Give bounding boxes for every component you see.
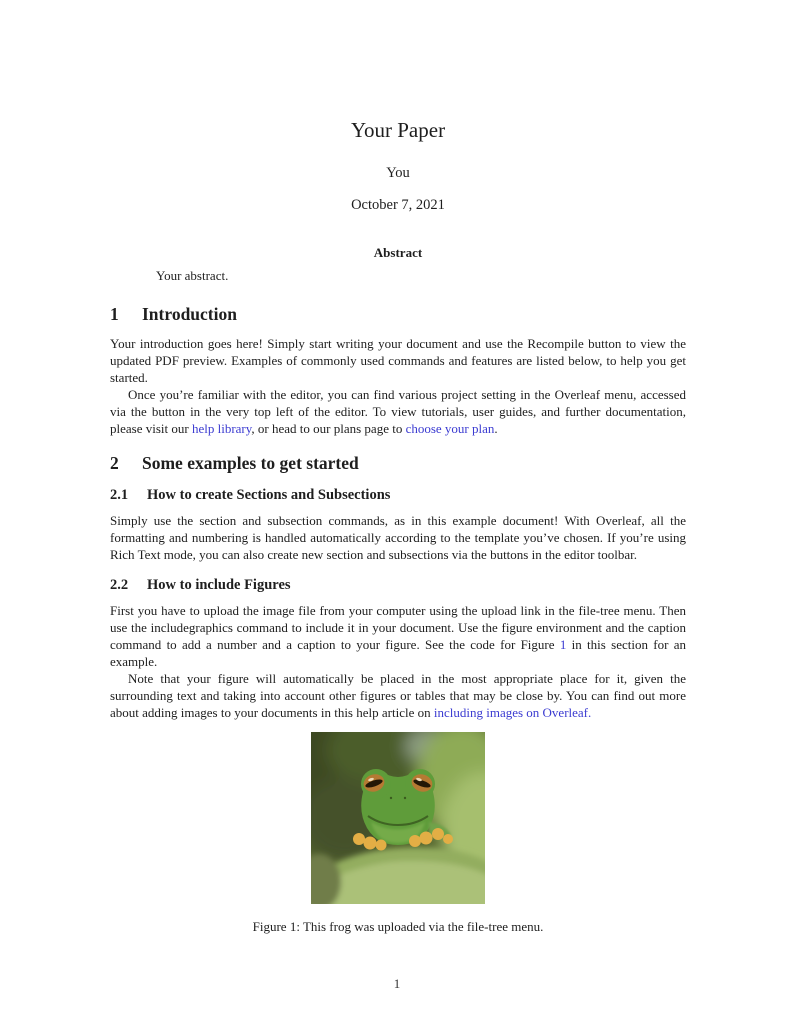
figure-1-ref-link[interactable]: 1 bbox=[559, 637, 567, 652]
help-library-link[interactable]: help library bbox=[191, 421, 252, 436]
abstract-text: Your abstract. bbox=[156, 268, 229, 283]
figures-paragraph-2 bbox=[110, 670, 686, 721]
paper-page-content bbox=[110, 0, 686, 935]
choose-your-plan-link[interactable]: choose your plan bbox=[405, 421, 495, 436]
abstract-heading: Abstract bbox=[373, 245, 423, 260]
intro-paragraph-1: Your introduction goes here! Simply start writing your document and use the Recompile button to view the updated PDF preview. Examples of commonly used commands and features are listed below, to help you get started. bbox=[110, 336, 686, 385]
section-heading-introduction bbox=[110, 304, 686, 325]
including-images-link[interactable]: including images on Overleaf. bbox=[433, 705, 592, 720]
subsection-title: How to include Figures bbox=[147, 577, 291, 593]
figure-1 bbox=[110, 732, 686, 904]
section-number: 1 bbox=[110, 304, 119, 324]
text-run: , or head to our plans page to bbox=[251, 421, 406, 436]
page-number: 1 bbox=[393, 976, 401, 991]
section-number: 2 bbox=[110, 453, 119, 473]
paper-date: October 7, 2021 bbox=[351, 197, 445, 213]
paper-author: You bbox=[386, 165, 410, 181]
section-heading-examples bbox=[110, 453, 686, 474]
text-run: Once you’re familiar with the editor, you can find various project setting in the Overleaf menu, accessed via the button in the very top left of the editor. To view tutorials, user guides, and further documentation, please visit our bbox=[110, 387, 686, 436]
figure-caption: Figure 1: This frog was uploaded via the file-tree menu. bbox=[252, 919, 544, 934]
subsection-heading-sections bbox=[110, 486, 686, 504]
text-run: in this section for an example. bbox=[110, 637, 686, 669]
figures-paragraph-1 bbox=[110, 602, 686, 670]
subsection-heading-figures bbox=[110, 576, 686, 594]
text-run: . bbox=[494, 421, 498, 436]
subsection-number: 2.2 bbox=[110, 577, 129, 593]
sections-paragraph: Simply use the section and subsection commands, as in this example document! With Overleaf, all the formatting and numbering is handled automatically according to the template you’ve chosen. If you’re using Rich Text mode, you can also create new section and subsections via the buttons in the editor toolbar. bbox=[110, 513, 686, 562]
text-run: First you have to upload the image file from your computer using the upload link in the file-tree menu. Then use the includegraphics command to include it in your document. Use the figure environment and the caption command to add a number and a caption to your figure. See the code for Figure bbox=[110, 603, 686, 652]
frog-image bbox=[311, 732, 485, 904]
subsection-title: How to create Sections and Subsections bbox=[147, 487, 391, 503]
paper-title: Your Paper bbox=[350, 118, 446, 142]
section-title: Some examples to get started bbox=[142, 453, 359, 473]
subsection-number: 2.1 bbox=[110, 487, 129, 503]
intro-paragraph-2 bbox=[110, 386, 686, 437]
section-title: Introduction bbox=[142, 304, 237, 324]
text-run: Note that your figure will automatically be placed in the most appropriate place for it, given the surrounding text and taking into account other figures or tables that may be close by. You can find out more about adding images to your documents in this help article on bbox=[110, 671, 686, 720]
